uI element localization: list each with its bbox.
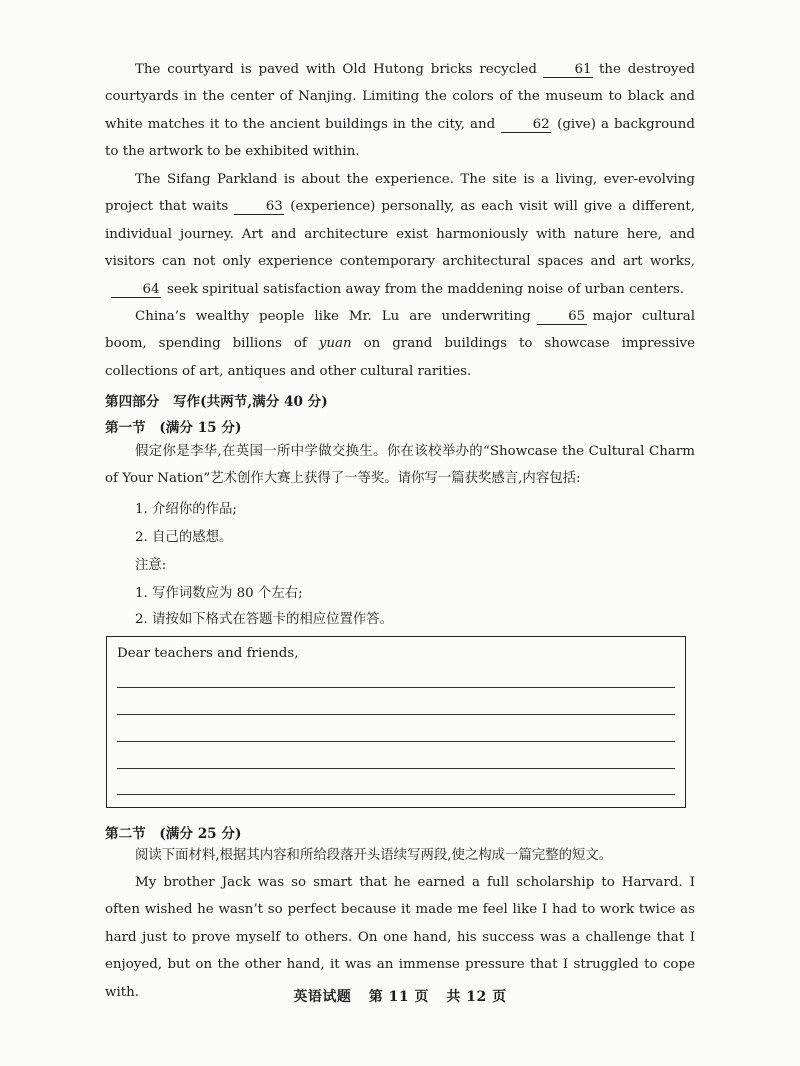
writing-line [117, 741, 675, 742]
blank-63: 63 [234, 199, 284, 215]
writing-line [117, 714, 675, 715]
prompt-item-1: 1. 介绍你的作品; [135, 502, 237, 517]
note-1: 1. 写作词数应为 80 个左右; [135, 586, 303, 601]
page-footer [0, 986, 800, 1006]
box-greeting: Dear teachers and friends, [117, 646, 299, 661]
footer-total: 共 12 页 [446, 989, 507, 1005]
blank-65: 65 [537, 309, 587, 325]
footer-subject: 英语试题 [293, 989, 352, 1005]
section2-heading: 第二节 (满分 25 分) [105, 826, 242, 842]
part4-heading: 第四部分 写作(共两节,满分 40 分) [105, 394, 328, 410]
passage-paragraph-3: China’s wealthy people like Mr. Lu are underwriting 65 major cultural boom, spending billions of yuan on grand buildings to showcase impressive collections of art, antiques and other cultural rarities. [105, 309, 696, 379]
footer-page: 第 11 页 [368, 989, 429, 1005]
note-label: 注意: [135, 558, 167, 573]
writing-line [117, 768, 675, 769]
answer-format-box [106, 636, 686, 808]
passage-paragraph-1: The courtyard is paved with Old Hutong bricks recycled 61 the destroyed courtyards in the center of Nanjing. Limiting the colors of the museum to black and white matches it to the ancient buildings in the city, and 62 (give) a background to the artwork to be exhibited within. [105, 62, 695, 160]
section1-heading: 第一节 (满分 15 分) [105, 420, 242, 436]
writing-line [117, 687, 675, 688]
prompt-item-2: 2. 自己的感想。 [135, 530, 233, 545]
writing-line [117, 794, 675, 795]
writing-prompt: 假定你是李华,在英国一所中学做交换生。你在该校举办的“Showcase the Cultural Charm of Your Nation”艺术创作大赛上获得了一等奖。请你写一篇获奖感言,内容包括: [105, 444, 695, 487]
passage-paragraph-2: The Sifang Parkland is about the experience. The site is a living, ever-evolving project that waits 63 (experience) personally, as each visit will give a different, individual journey. Art and architecture exist harmoniously with nature here, and visitors can not only experience contemporary architectural spaces and art works,64 seek spiritual satisfaction away from the maddening noise of urban centers. [105, 172, 695, 297]
continuation-instruction: 阅读下面材料,根据其内容和所给段落开头语续写两段,使之构成一篇完整的短文。 [135, 848, 613, 863]
blank-62: 62 [501, 117, 551, 133]
note-2: 2. 请按如下格式在答题卡的相应位置作答。 [135, 612, 394, 627]
blank-61: 61 [543, 62, 593, 78]
story-paragraph: My brother Jack was so smart that he earned a full scholarship to Harvard. I often wished he wasn’t so perfect because it made me feel like I had to work twice as hard just to prove myself to others. On one hand, his success was a challenge that I enjoyed, but on the other hand, it was an immense pressure that I struggled to cope with. [105, 875, 695, 1000]
blank-64: 64 [111, 282, 161, 298]
